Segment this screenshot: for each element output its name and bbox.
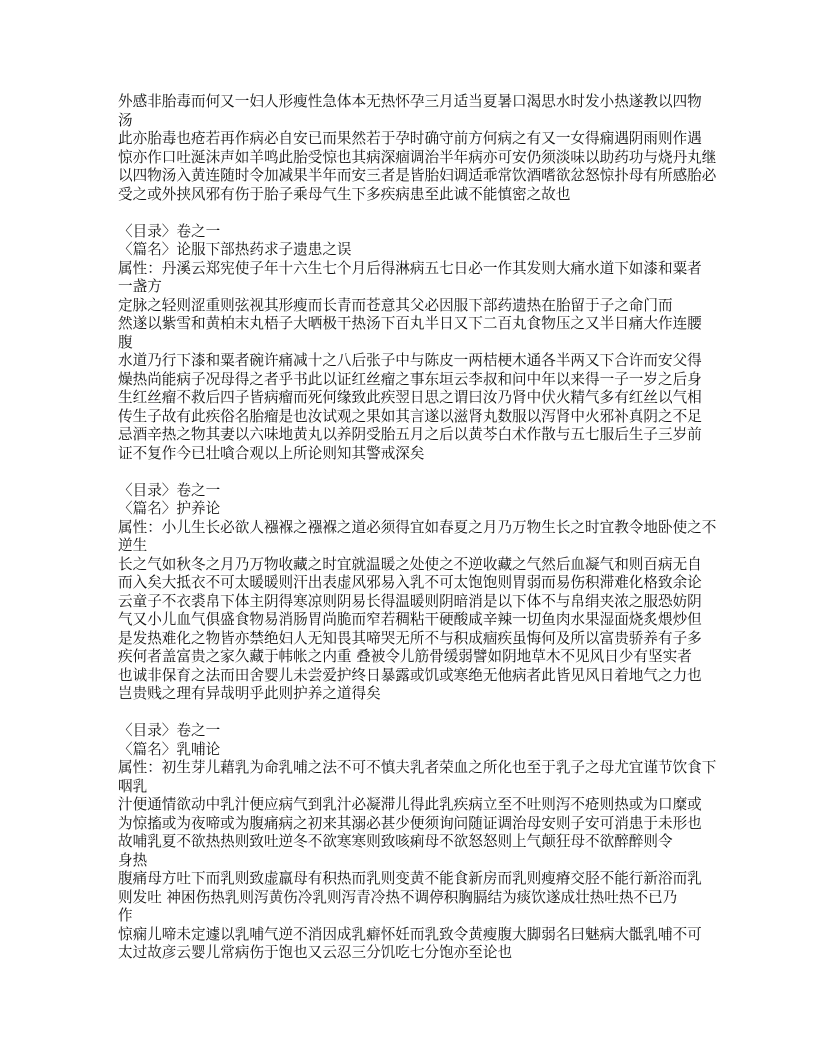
catalog-heading: 〈目录〉卷之一 [118, 222, 221, 240]
text-line: 属性：小儿生长必欲人襁褓之襁褓之道必须得宜如春夏之月乃万物生长之时宜教令地卧使之不 [118, 518, 717, 536]
section-spacer [118, 463, 708, 482]
text-line: 腹痛母方吐下而乳则致虚羸母有积热而乳则变黄不能食新房而乳则瘦瘠交胫不能行新浴而乳 [118, 870, 702, 887]
text-line: 受之或外挟风邪有伤于胎子乘母气生下多疾病患至此诚不能慎密之故也 [118, 185, 571, 203]
text-line: 作 [118, 907, 133, 924]
section-spacer [118, 204, 708, 223]
text-line: 以四物汤入黄连随时令加减果半年而安三者是皆胎妇调适乖常饮酒嗜欲忿怒惊扑母有所感胎必 [118, 167, 717, 184]
text-line: 岂贵贱之理有异哉明乎此则护养之道得矣 [118, 685, 381, 702]
text-line: 逆生 [118, 537, 148, 554]
text-line: 惊亦作口吐涎沫声如羊鸣此胎受惊也其病深痼调治半年病亦可安仍须淡味以助药功与烧丹丸继 [118, 148, 717, 166]
chapter-title: 〈篇名〉乳哺论 [118, 740, 221, 758]
text-line: 疾何者盖富贵之家久藏于帏帐之内重 叠被令儿筋骨缓弱譬如阴地草木不见风日少有坚实者 [118, 648, 692, 665]
text-line: 传生子故有此疾俗名胎瘤是也汝试观之果如其言遂以滋肾丸数服以泻肾中火邪补真阴之不足 [118, 407, 702, 425]
chapter-title: 〈篇名〉论服下部热药求子遗患之误 [118, 241, 352, 258]
text-line: 属性：丹溪云郑宪使子年十六生七个月后得淋病五七日必一作其发则大痛水道下如漆和粟者 [118, 259, 702, 277]
text-line: 长之气如秋冬之月乃万物收藏之时宜就温暖之处使之不逆收藏之气然后血凝气和则百病无自 [118, 555, 702, 573]
text-line: 忌酒辛热之物其妻以六味地黄丸以养阴受胎五月之后以黄芩白术作散与五七服后生子三岁前 [118, 426, 702, 443]
text-line: 汁便通情欲动中乳汁便应病气到乳汁必凝滞儿得此乳疾病立至不吐则泻不疮则热或为口糜或 [118, 796, 702, 813]
document-section [118, 722, 717, 963]
text-line: 定脉之轻则涩重则弦视其形瘦而长青而苍意其父必因服下部药遗热在胎留于子之命门而 [118, 296, 673, 314]
document-section [118, 481, 717, 704]
document-section [118, 223, 708, 464]
document-section [118, 93, 717, 204]
catalog-heading: 〈目录〉卷之一 [118, 481, 221, 499]
text-line: 一盏方 [118, 278, 162, 295]
text-line: 水道乃行下漆和粟者碗许痛减十之八后张子中与陈皮一两桔梗木通各半两又下合许而安父得 [118, 352, 702, 369]
text-line: 汤 [118, 111, 133, 129]
text-line: 属性：初生芽儿藉乳为命乳哺之法不可不慎夫乳者荣血之所化也至于乳子之母尤宜谨节饮食下 [118, 759, 717, 776]
text-line: 生红丝瘤不救后四子皆病瘤而死何缘致此疾翌日思之谓曰汝乃肾中伏火精气多有红丝以气相 [118, 389, 702, 406]
text-line: 则发吐 神困伤热乳则泻黄伤冷乳则泻青冷热不调停积胸膈结为痰饮遂成壮热吐热不已乃 [118, 888, 678, 906]
text-line: 外感非胎毒而何又一妇人形瘦性急体本无热怀孕三月适当夏暑口渴思水时发小热遂教以四物 [118, 93, 702, 110]
text-line: 燥热尚能病子况母得之者乎书此以证红丝瘤之事东垣云李叔和问中年以来得一子一岁之后身 [118, 370, 702, 388]
text-line: 惊痫儿啼未定遽以乳哺气逆不消因成乳癖怀妊而乳致令黄瘦腹大脚弱名曰魅病大骶乳哺不可 [118, 925, 702, 943]
text-line: 也诚非保育之法而田舍婴儿未尝爱护终日暴露或饥或寒绝无他病者此皆见风日着地气之力也 [118, 666, 702, 684]
text-line: 为惊搐或为夜啼或为腹痛病之初来其溺必甚少便须询问随证调治母安则子安可消患于未形也 [118, 814, 702, 832]
text-line: 云童子不衣裘帛下体主阴得寒凉则阴易长得温暖则阴暗消是以下体不与帛绢夹浓之服恐妨阴 [118, 592, 702, 610]
text-line: 此亦胎毒也疮若再作病必自安已而果然若于孕时确守前方何病之有又一女得痫遇阴雨则作遇 [118, 130, 702, 147]
text-line: 然遂以紫雪和黄柏末丸梧子大晒极干热汤下百丸半日又下二百丸食物压之又半日痛大作连腰 [118, 315, 702, 332]
text-line: 咽乳 [118, 777, 148, 795]
text-line: 证不复作今已壮嗿合观以上所论则知其警戒深矣 [118, 444, 425, 462]
text-line: 而入矣大抵衣不可太暖暖则汗出表虚风邪易入乳不可太饱饱则胃弱而易伤积滞难化格致余论 [118, 574, 702, 591]
text-line: 腹 [118, 333, 133, 351]
chapter-title: 〈篇名〉护养论 [118, 500, 221, 517]
catalog-heading: 〈目录〉卷之一 [118, 722, 221, 739]
text-line: 故哺乳夏不欲热热则致吐逆冬不欲寒寒则致咳痢母不欲怒怒则上气颠狂母不欲醉醉则令 [118, 833, 673, 850]
document-body [118, 93, 717, 963]
section-spacer [118, 704, 708, 723]
text-line: 太过故彦云婴儿常病伤于饱也又云忍三分饥吃七分饱亦至论也 [118, 944, 513, 961]
text-line: 是发热难化之物皆亦禁绝妇人无知畏其啼哭无所不与积成痼疾虽悔何及所以富贵骄养有子多 [118, 629, 702, 647]
text-line: 身热 [118, 851, 148, 869]
text-line: 气又小儿血气俱盛食物易消肠胃尚脆而窄若稠粘干硬酸咸辛辣一切鱼肉水果湿面烧炙煨炒但 [118, 611, 702, 628]
